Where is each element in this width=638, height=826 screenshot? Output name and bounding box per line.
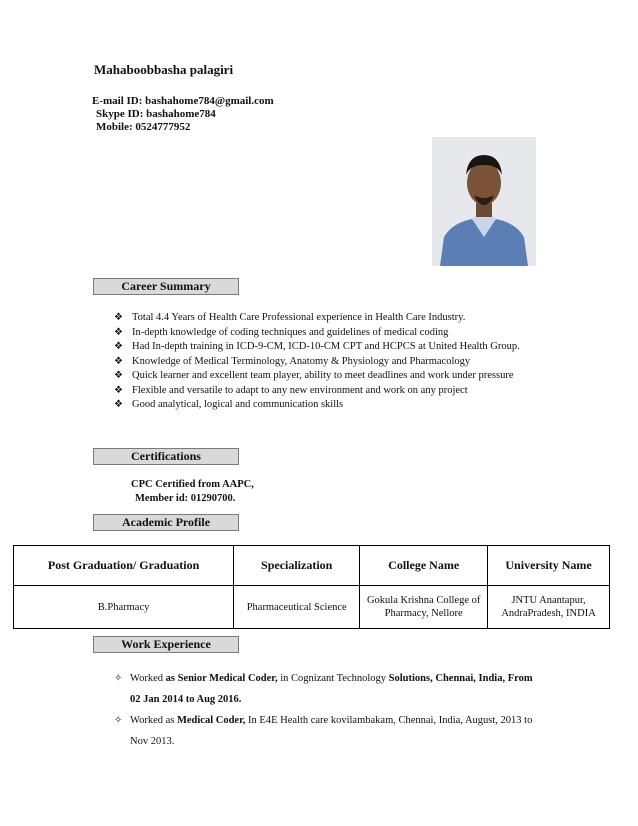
member-id-line: Member id: 01290700. (135, 492, 236, 504)
candidate-name: Mahaboobbasha palagiri (94, 62, 234, 77)
diamond-bullet-icon: ❖ (114, 326, 123, 338)
contact-block (92, 95, 274, 134)
table-cell: B.Pharmacy (14, 586, 234, 629)
list-item: ✧ Worked as Senior Medical Coder, in Cognizant Technology Solutions, Chennai, India, From 02 Jan 2014 to Aug 2016. (114, 668, 544, 710)
profile-photo (432, 137, 536, 266)
column-header: Post Graduation/ Graduation (14, 546, 234, 586)
mobile-line: Mobile: 0524777952 (96, 121, 191, 133)
person-portrait-icon (432, 137, 536, 266)
diamond-bullet-icon: ❖ (114, 341, 123, 352)
list-item: ❖ Good analytical, logical and communication skills (114, 398, 534, 413)
certification-line: CPC Certified from AAPC, (131, 479, 254, 490)
academic-table (13, 545, 610, 629)
star-bullet-icon: ✧ (114, 715, 123, 726)
section-certifications: Certifications (93, 448, 239, 465)
table-cell: JNTU Anantapur, AndraPradesh, INDIA (488, 586, 610, 629)
diamond-bullet-icon: ❖ (114, 399, 123, 410)
diamond-bullet-icon: ❖ (114, 384, 123, 396)
list-item: ❖ Knowledge of Medical Terminology, Anatomy & Physiology and Pharmacology (114, 355, 534, 370)
table-cell: Pharmaceutical Science (234, 586, 360, 629)
column-header: College Name (360, 546, 488, 586)
list-item: ❖ Had In-depth training in ICD-9-CM, ICD-10-CM CPT and HCPCS at United Health Group. (114, 340, 534, 355)
star-bullet-icon: ✧ (114, 673, 123, 684)
table-cell: Gokula Krishna College of Pharmacy, Nellore (360, 586, 488, 629)
email-line: E-mail ID: bashahome784@gmail.com (92, 95, 274, 107)
column-header: Specialization (234, 546, 360, 586)
skype-line: Skype ID: bashahome784 (96, 108, 216, 120)
list-item: ✧ Worked as Medical Coder, In E4E Health care kovilambakam, Chennai, India, August, 2013 to Nov 2013. (114, 710, 544, 752)
career-summary-list (114, 311, 534, 413)
column-header: University Name (488, 546, 610, 586)
diamond-bullet-icon: ❖ (114, 370, 123, 381)
section-work-experience: Work Experience (93, 636, 239, 653)
diamond-bullet-icon: ❖ (114, 312, 123, 323)
list-item: ❖ Flexible and versatile to adapt to any new environment and work on any project (114, 384, 534, 399)
table-row (14, 586, 610, 629)
work-experience-list (114, 668, 544, 752)
list-item: ❖ Total 4.4 Years of Health Care Professional experience in Health Care Industry. (114, 311, 534, 326)
section-academic-profile: Academic Profile (93, 514, 239, 531)
diamond-bullet-icon: ❖ (114, 355, 123, 367)
section-career-summary: Career Summary (93, 278, 239, 295)
list-item: ❖ In-depth knowledge of coding techniques and guidelines of medical coding (114, 326, 534, 341)
list-item: ❖ Quick learner and excellent team player, ability to meet deadlines and work under pressure (114, 369, 534, 384)
certification-block (131, 478, 254, 505)
table-header-row (14, 546, 610, 586)
